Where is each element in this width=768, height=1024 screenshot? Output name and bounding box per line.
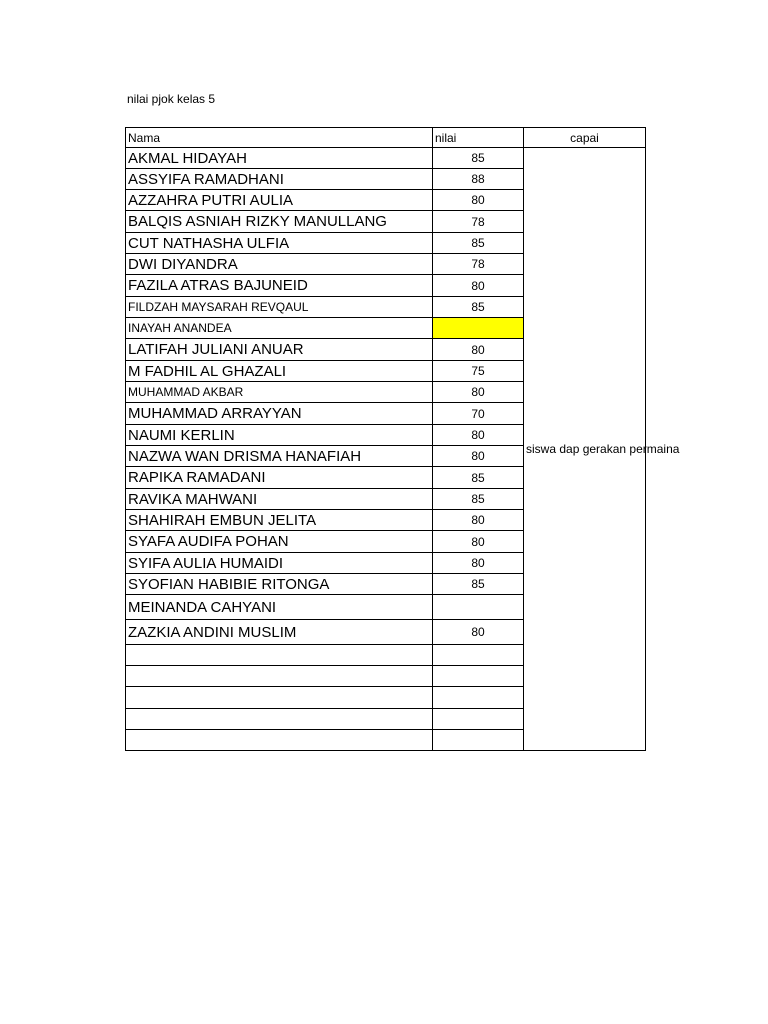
student-name-cell[interactable] [126, 709, 433, 730]
student-name-cell[interactable]: AZZAHRA PUTRI AULIA [126, 190, 433, 211]
student-value-cell[interactable]: 85 [433, 233, 524, 254]
student-name-cell[interactable]: CUT NATHASHA ULFIA [126, 233, 433, 254]
student-value-cell[interactable]: 70 [433, 403, 524, 425]
student-name-cell[interactable] [126, 645, 433, 666]
student-value-cell[interactable]: 80 [433, 425, 524, 446]
student-value-cell[interactable]: 80 [433, 531, 524, 553]
student-name-cell[interactable]: AKMAL HIDAYAH [126, 148, 433, 169]
student-value-cell[interactable]: 80 [433, 553, 524, 574]
student-value-cell[interactable] [433, 687, 524, 709]
student-value-cell[interactable]: 85 [433, 148, 524, 169]
student-value-cell[interactable]: 75 [433, 361, 524, 382]
student-name-cell[interactable] [126, 666, 433, 687]
student-name-cell[interactable]: MUHAMMAD ARRAYYAN [126, 403, 433, 425]
achievement-cell[interactable] [524, 148, 680, 751]
student-value-cell[interactable] [433, 595, 524, 620]
student-value-cell[interactable]: 80 [433, 382, 524, 403]
student-name-cell[interactable]: SYAFA AUDIFA POHAN [126, 531, 433, 553]
student-value-cell[interactable]: 85 [433, 297, 524, 318]
student-name-cell[interactable]: FILDZAH MAYSARAH REVQAUL [126, 297, 433, 318]
student-name-cell[interactable]: DWI DIYANDRA [126, 254, 433, 275]
student-row [126, 148, 646, 169]
student-name-cell[interactable]: NAUMI KERLIN [126, 425, 433, 446]
header-value[interactable]: nilai [433, 128, 524, 148]
student-name-cell[interactable]: SHAHIRAH EMBUN JELITA [126, 510, 433, 531]
student-name-cell[interactable]: BALQIS ASNIAH RIZKY MANULLANG [126, 211, 433, 233]
student-name-cell[interactable] [126, 730, 433, 751]
student-value-cell[interactable] [433, 645, 524, 666]
student-name-cell[interactable] [126, 687, 433, 709]
header-achievement[interactable]: capai [524, 128, 646, 148]
achievement-text: siswa dap gerakan permaina [526, 442, 680, 456]
student-value-cell[interactable] [433, 318, 524, 339]
student-value-cell[interactable]: 80 [433, 275, 524, 297]
sheet-title: nilai pjok kelas 5 [127, 92, 216, 106]
student-name-cell[interactable]: INAYAH ANANDEA [126, 318, 433, 339]
student-name-cell[interactable]: SYIFA AULIA HUMAIDI [126, 553, 433, 574]
student-value-cell[interactable] [433, 709, 524, 730]
header-name[interactable]: Nama [126, 128, 433, 148]
student-value-cell[interactable]: 80 [433, 510, 524, 531]
student-name-cell[interactable]: LATIFAH JULIANI ANUAR [126, 339, 433, 361]
grade-table-viewport [125, 127, 680, 725]
student-name-cell[interactable]: ASSYIFA RAMADHANI [126, 169, 433, 190]
student-name-cell[interactable]: MUHAMMAD AKBAR [126, 382, 433, 403]
student-value-cell[interactable]: 80 [433, 620, 524, 645]
student-value-cell[interactable]: 78 [433, 211, 524, 233]
student-name-cell[interactable]: FAZILA ATRAS BAJUNEID [126, 275, 433, 297]
student-name-cell[interactable]: ZAZKIA ANDINI MUSLIM [126, 620, 433, 645]
student-name-cell[interactable]: MEINANDA CAHYANI [126, 595, 433, 620]
student-name-cell[interactable]: RAPIKA RAMADANI [126, 467, 433, 489]
student-value-cell[interactable]: 88 [433, 169, 524, 190]
student-name-cell[interactable]: SYOFIAN HABIBIE RITONGA [126, 574, 433, 595]
student-value-cell[interactable]: 80 [433, 446, 524, 467]
student-value-cell[interactable]: 85 [433, 489, 524, 510]
student-value-cell[interactable] [433, 666, 524, 687]
student-name-cell[interactable]: NAZWA WAN DRISMA HANAFIAH [126, 446, 433, 467]
student-name-cell[interactable]: RAVIKA MAHWANI [126, 489, 433, 510]
student-value-cell[interactable]: 80 [433, 190, 524, 211]
student-value-cell[interactable]: 80 [433, 339, 524, 361]
header-row [126, 128, 646, 148]
student-value-cell[interactable] [433, 730, 524, 751]
grade-table [125, 127, 680, 751]
student-value-cell[interactable]: 85 [433, 467, 524, 489]
student-value-cell[interactable]: 78 [433, 254, 524, 275]
student-name-cell[interactable]: M FADHIL AL GHAZALI [126, 361, 433, 382]
student-value-cell[interactable]: 85 [433, 574, 524, 595]
